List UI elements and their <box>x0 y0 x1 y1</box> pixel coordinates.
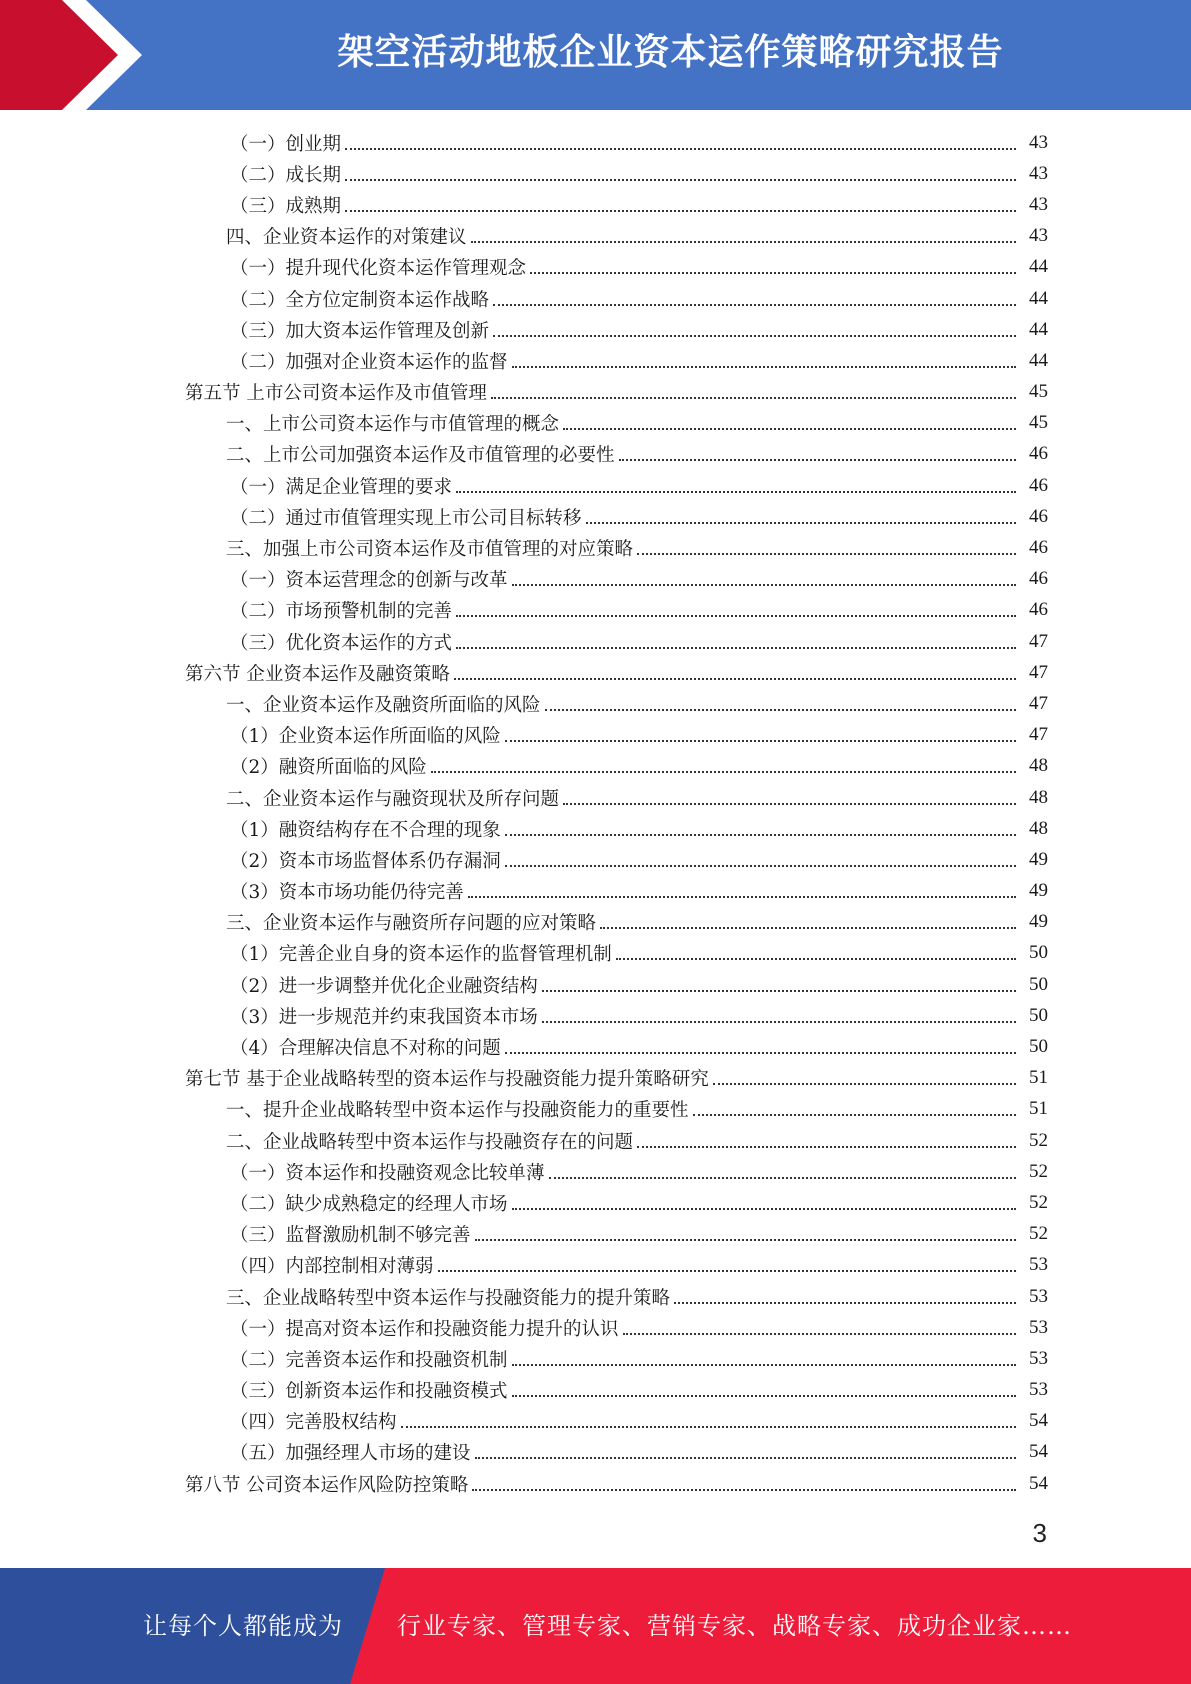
toc-entry[interactable] <box>0 470 1191 501</box>
toc-dot-leader <box>505 834 1016 836</box>
toc-entry-title: （2）融资所面临的风险 <box>230 757 427 779</box>
toc-entry-title: （二）成长期 <box>230 164 342 186</box>
toc-entry-title: 二、上市公司加强资本运作及市值管理的必要性 <box>226 445 615 467</box>
toc-dot-leader <box>505 1052 1016 1054</box>
toc-entry-title: （二）完善资本运作和投融资机制 <box>230 1349 508 1371</box>
toc-dot-leader <box>505 740 1016 742</box>
toc-entry[interactable] <box>0 720 1191 751</box>
toc-entry-page: 45 <box>1029 381 1048 403</box>
toc-entry[interactable] <box>0 688 1191 719</box>
toc-dot-leader <box>472 1489 1016 1491</box>
toc-entry-title: （3）进一步规范并约束我国资本市场 <box>230 1006 538 1028</box>
table-of-contents <box>0 127 1191 1499</box>
toc-entry-page: 53 <box>1029 1379 1048 1401</box>
toc-entry-page: 46 <box>1029 474 1048 496</box>
report-title: 架空活动地板企业资本运作策略研究报告 <box>337 32 1004 73</box>
toc-entry[interactable] <box>0 1125 1191 1156</box>
toc-entry-page: 49 <box>1029 880 1048 902</box>
toc-entry-title: （二）通过市值管理实现上市公司目标转移 <box>230 507 582 529</box>
toc-entry[interactable] <box>0 377 1191 408</box>
toc-entry-page: 53 <box>1029 1316 1048 1338</box>
toc-dot-leader <box>549 1177 1016 1179</box>
toc-dot-leader <box>693 1114 1016 1116</box>
toc-dot-leader <box>637 553 1016 555</box>
toc-dot-leader <box>468 896 1016 898</box>
toc-entry-page: 48 <box>1029 786 1048 808</box>
toc-entry[interactable] <box>0 1312 1191 1343</box>
toc-entry-page: 45 <box>1029 412 1048 434</box>
toc-dot-leader <box>512 1364 1016 1366</box>
toc-entry-title: （三）创新资本运作和投融资模式 <box>230 1381 508 1403</box>
toc-entry-page: 50 <box>1029 1036 1048 1058</box>
toc-entry[interactable] <box>0 501 1191 532</box>
footer-slogan-left: 让每个人都能成为 <box>143 1612 343 1640</box>
toc-entry[interactable] <box>0 221 1191 252</box>
toc-dot-leader <box>475 1239 1016 1241</box>
toc-entry-page: 54 <box>1029 1410 1048 1432</box>
toc-dot-leader <box>637 1146 1016 1148</box>
toc-entry[interactable] <box>0 345 1191 376</box>
page-header <box>0 0 1191 110</box>
toc-entry-title: （一）提高对资本运作和投融资能力提升的认识 <box>230 1318 619 1340</box>
toc-entry-page: 46 <box>1029 599 1048 621</box>
header-arrow-decoration <box>0 0 160 110</box>
toc-entry[interactable] <box>0 1406 1191 1437</box>
toc-dot-leader <box>454 678 1016 680</box>
toc-dot-leader <box>512 584 1016 586</box>
toc-entry-title: （五）加强经理人市场的建设 <box>230 1443 471 1465</box>
toc-entry-title: 二、企业资本运作与融资现状及所存问题 <box>226 788 560 810</box>
toc-entry[interactable] <box>0 532 1191 563</box>
toc-dot-leader <box>623 1333 1016 1335</box>
toc-entry-title: （三）加大资本运作管理及创新 <box>230 320 490 342</box>
toc-dot-leader <box>713 1083 1016 1085</box>
toc-entry-page: 44 <box>1029 349 1048 371</box>
toc-entry-title: （三）优化资本运作的方式 <box>230 632 453 654</box>
toc-entry-page: 49 <box>1029 848 1048 870</box>
toc-entry-title: 三、企业战略转型中资本运作与投融资能力的提升策略 <box>226 1287 671 1309</box>
toc-entry[interactable] <box>0 283 1191 314</box>
toc-entry-page: 52 <box>1029 1191 1048 1213</box>
toc-dot-leader <box>456 615 1016 617</box>
toc-entry[interactable] <box>0 657 1191 688</box>
toc-entry-title: （一）满足企业管理的要求 <box>230 476 453 498</box>
toc-entry[interactable] <box>0 751 1191 782</box>
toc-entry-page: 50 <box>1029 973 1048 995</box>
toc-entry-page: 44 <box>1029 256 1048 278</box>
toc-entry-title: （二）市场预警机制的完善 <box>230 601 453 623</box>
toc-entry-title: （1）融资结构存在不合理的现象 <box>230 819 501 841</box>
toc-entry-page: 51 <box>1029 1098 1048 1120</box>
toc-dot-leader <box>493 304 1016 306</box>
toc-entry-page: 47 <box>1029 661 1048 683</box>
toc-entry-page: 46 <box>1029 443 1048 465</box>
toc-entry-page: 48 <box>1029 755 1048 777</box>
toc-dot-leader <box>616 958 1016 960</box>
toc-entry-page: 46 <box>1029 537 1048 559</box>
toc-entry-title: （4）合理解决信息不对称的问题 <box>230 1038 501 1060</box>
toc-entry-page: 52 <box>1029 1223 1048 1245</box>
toc-entry[interactable] <box>0 1250 1191 1281</box>
toc-dot-leader <box>345 148 1016 150</box>
toc-entry-title: （二）全方位定制资本运作战略 <box>230 289 490 311</box>
toc-entry-title: 第六节 企业资本运作及融资策略 <box>185 663 450 685</box>
toc-entry-page: 52 <box>1029 1160 1048 1182</box>
toc-entry-page: 44 <box>1029 318 1048 340</box>
toc-entry-title: （一）提升现代化资本运作管理观念 <box>230 258 527 280</box>
toc-entry[interactable] <box>0 626 1191 657</box>
toc-dot-leader <box>401 1426 1016 1428</box>
toc-dot-leader <box>345 210 1016 212</box>
toc-entry[interactable] <box>0 813 1191 844</box>
toc-entry-page: 53 <box>1029 1285 1048 1307</box>
toc-dot-leader <box>600 927 1016 929</box>
toc-dot-leader <box>505 865 1016 867</box>
toc-entry-title: （1）企业资本运作所面临的风险 <box>230 726 501 748</box>
toc-entry[interactable] <box>0 158 1191 189</box>
toc-entry[interactable] <box>0 127 1191 158</box>
toc-entry[interactable] <box>0 408 1191 439</box>
toc-entry[interactable] <box>0 907 1191 938</box>
toc-dot-leader <box>475 1457 1016 1459</box>
toc-entry-title: （2）进一步调整并优化企业融资结构 <box>230 975 538 997</box>
toc-dot-leader <box>530 272 1016 274</box>
toc-dot-leader <box>563 428 1016 430</box>
toc-entry[interactable] <box>0 1156 1191 1187</box>
toc-entry-title: （四）内部控制相对薄弱 <box>230 1256 434 1278</box>
toc-entry-title: （二）加强对企业资本运作的监督 <box>230 351 508 373</box>
toc-entry[interactable] <box>0 1437 1191 1468</box>
toc-entry-page: 43 <box>1029 225 1048 247</box>
toc-entry[interactable] <box>0 969 1191 1000</box>
toc-dot-leader <box>542 990 1016 992</box>
toc-dot-leader <box>512 366 1016 368</box>
toc-entry-title: （三）成熟期 <box>230 195 342 217</box>
toc-entry[interactable] <box>0 252 1191 283</box>
toc-entry-title: 二、企业战略转型中资本运作与投融资存在的问题 <box>226 1131 634 1153</box>
toc-dot-leader <box>493 335 1016 337</box>
toc-entry-page: 43 <box>1029 193 1048 215</box>
toc-entry-page: 51 <box>1029 1067 1048 1089</box>
toc-dot-leader <box>674 1302 1016 1304</box>
toc-entry[interactable] <box>0 189 1191 220</box>
toc-entry-page: 54 <box>1029 1441 1048 1463</box>
toc-entry[interactable] <box>0 1187 1191 1218</box>
toc-entry-page: 54 <box>1029 1472 1048 1494</box>
toc-dot-leader <box>563 803 1016 805</box>
toc-entry-page: 53 <box>1029 1254 1048 1276</box>
toc-dot-leader <box>545 709 1016 711</box>
toc-entry-title: 第五节 上市公司资本运作及市值管理 <box>185 383 487 405</box>
toc-entry[interactable] <box>0 1468 1191 1499</box>
toc-entry-page: 50 <box>1029 942 1048 964</box>
toc-entry-page: 47 <box>1029 724 1048 746</box>
toc-dot-leader <box>512 1395 1016 1397</box>
toc-entry-page: 43 <box>1029 131 1048 153</box>
toc-entry[interactable] <box>0 938 1191 969</box>
toc-entry-title: （一）创业期 <box>230 133 342 155</box>
toc-dot-leader <box>512 1208 1016 1210</box>
toc-entry-title: （一）资本运作和投融资观念比较单薄 <box>230 1162 545 1184</box>
toc-entry[interactable] <box>0 564 1191 595</box>
toc-entry-title: 第七节 基于企业战略转型的资本运作与投融资能力提升策略研究 <box>185 1069 709 1091</box>
toc-entry[interactable] <box>0 1343 1191 1374</box>
toc-entry-title: 第八节 公司资本运作风险防控策略 <box>185 1474 469 1496</box>
toc-entry-title: 三、企业资本运作与融资所存问题的应对策略 <box>226 913 597 935</box>
toc-entry-page: 52 <box>1029 1129 1048 1151</box>
toc-entry[interactable] <box>0 782 1191 813</box>
toc-entry[interactable] <box>0 844 1191 875</box>
toc-dot-leader <box>491 397 1016 399</box>
toc-entry-page: 47 <box>1029 692 1048 714</box>
toc-dot-leader <box>456 647 1016 649</box>
toc-entry-title: （1）完善企业自身的资本运作的监督管理机制 <box>230 944 612 966</box>
toc-entry[interactable] <box>0 876 1191 907</box>
toc-dot-leader <box>431 771 1016 773</box>
toc-entry[interactable] <box>0 595 1191 626</box>
toc-dot-leader <box>586 522 1016 524</box>
toc-entry[interactable] <box>0 1031 1191 1062</box>
toc-entry-page: 44 <box>1029 287 1048 309</box>
toc-entry-page: 50 <box>1029 1004 1048 1026</box>
page-footer <box>0 1568 1191 1684</box>
toc-entry-title: 一、上市公司资本运作与市值管理的概念 <box>226 414 560 436</box>
toc-entry-title: 一、提升企业战略转型中资本运作与投融资能力的重要性 <box>226 1100 689 1122</box>
toc-entry[interactable] <box>0 439 1191 470</box>
toc-entry-title: （二）缺少成熟稳定的经理人市场 <box>230 1193 508 1215</box>
toc-entry[interactable] <box>0 1094 1191 1125</box>
toc-entry-title: （一）资本运营理念的创新与改革 <box>230 570 508 592</box>
toc-entry[interactable] <box>0 1281 1191 1312</box>
toc-dot-leader <box>542 1021 1016 1023</box>
toc-dot-leader <box>345 179 1016 181</box>
toc-entry[interactable] <box>0 1375 1191 1406</box>
toc-entry-title: 四、企业资本运作的对策建议 <box>226 227 467 249</box>
toc-entry-page: 53 <box>1029 1347 1048 1369</box>
toc-entry[interactable] <box>0 314 1191 345</box>
toc-entry-page: 49 <box>1029 911 1048 933</box>
toc-entry-page: 48 <box>1029 817 1048 839</box>
toc-entry-title: （三）监督激励机制不够完善 <box>230 1225 471 1247</box>
footer-slogan-right: 行业专家、管理专家、营销专家、战略专家、成功企业家…… <box>397 1612 1072 1640</box>
toc-entry-page: 47 <box>1029 630 1048 652</box>
toc-entry-title: （2）资本市场监督体系仍存漏洞 <box>230 850 501 872</box>
toc-dot-leader <box>438 1270 1016 1272</box>
toc-entry-page: 43 <box>1029 162 1048 184</box>
toc-entry-page: 46 <box>1029 505 1048 527</box>
toc-entry[interactable] <box>0 1000 1191 1031</box>
toc-entry[interactable] <box>0 1219 1191 1250</box>
toc-entry-title: 一、企业资本运作及融资所面临的风险 <box>226 694 541 716</box>
toc-entry-title: （3）资本市场功能仍待完善 <box>230 882 464 904</box>
toc-dot-leader <box>456 491 1016 493</box>
toc-dot-leader <box>619 459 1016 461</box>
toc-dot-leader <box>471 241 1016 243</box>
page-number: 3 <box>1032 1518 1047 1548</box>
toc-entry-page: 46 <box>1029 568 1048 590</box>
toc-entry-title: 三、加强上市公司资本运作及市值管理的对应策略 <box>226 539 634 561</box>
toc-entry[interactable] <box>0 1063 1191 1094</box>
toc-entry-title: （四）完善股权结构 <box>230 1412 397 1434</box>
